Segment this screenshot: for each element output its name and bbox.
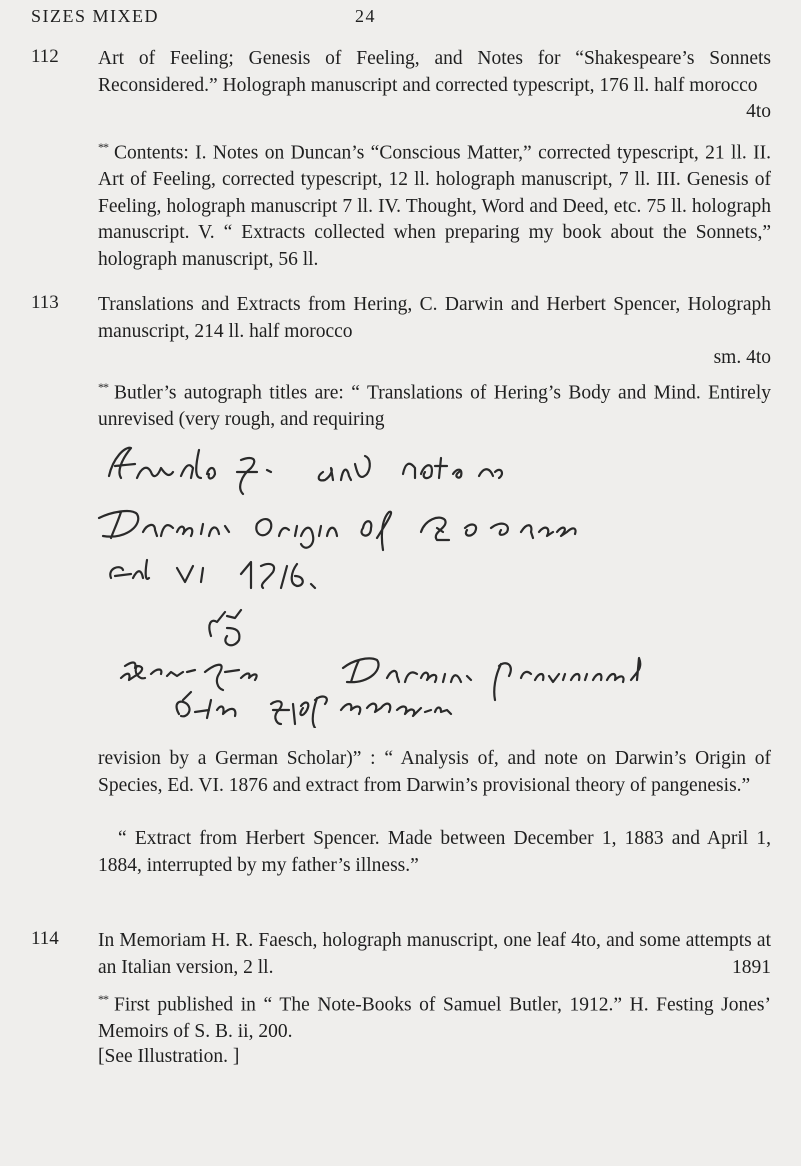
see-text: [See Illustration. ] <box>98 1046 240 1067</box>
lot-size: 4to <box>746 101 771 122</box>
lot-description <box>98 292 771 345</box>
asterisks: ** <box>98 380 108 394</box>
lot-description <box>98 46 771 126</box>
handwriting-facsimile <box>91 428 731 728</box>
note-continued-text: revision by a German Scholar)” : “ Analysis of, and note on Darwin’s Origin of Species, Ed. VI. 1876 and extract from Darwin’s provisional theory of pangenesis.” <box>98 748 771 796</box>
note-extract-text: “ Extract from Herbert Spencer. Made between December 1, 1883 and April 1, 1884, interrupted by my father’s illness.” <box>98 828 771 876</box>
lot-note <box>98 986 771 1046</box>
lot-year: 1891 <box>732 956 771 978</box>
lot-title: In Memoriam H. R. Faesch, holograph manuscript, one leaf 4to, and some attempts at an Italian version, 2 ll. <box>98 930 771 978</box>
lot-number: 114 <box>31 928 59 949</box>
page-header <box>31 6 771 36</box>
page-number: 24 <box>355 6 376 26</box>
see-illustration <box>98 1044 771 1071</box>
note-extract <box>98 826 771 879</box>
asterisks: ** <box>98 992 108 1006</box>
lot-number: 112 <box>31 46 59 67</box>
note-text: Contents: I. Notes on Duncan’s “Conscious Matter,” corrected typescript, 21 ll. II. Art of Feeling, corrected typescript, 12 ll. holograph manuscript, 7 ll. III. Genesis of Feeling, holograph manuscript 7 ll. IV. Thought, Word and Deed, etc. 75 ll. holograph manuscript. V. “ Extracts collected when preparing my book about the Sonnets,” holograph manuscript, 56 ll. <box>98 142 771 270</box>
lot-title: Translations and Extracts from Hering, C. Darwin and Herbert Spencer, Holograph manuscript, 214 ll. half morocco <box>98 294 771 342</box>
note-text: First published in “ The Note-Books of Samuel Butler, 1912.” H. Festing Jones’ Memoirs of S. B. ii, 200. <box>98 994 771 1042</box>
note-text: Butler’s autograph titles are: “ Translations of Hering’s Body and Mind. Entirely unrevised (very rough, and requiring <box>98 382 771 430</box>
lot-size-line <box>98 345 771 372</box>
note-continued <box>98 746 771 799</box>
lot-description <box>98 928 771 981</box>
section-title: SIZES MIXED <box>31 6 159 26</box>
lot-note <box>98 134 771 273</box>
lot-note <box>98 374 771 434</box>
asterisks: ** <box>98 140 108 154</box>
lot-size: sm. 4to <box>713 347 771 368</box>
lot-number: 113 <box>31 292 59 313</box>
lot-title: Art of Feeling; Genesis of Feeling, and Notes for “Shakespeare’s Sonnets Reconsidered.” Holograph manuscript and corrected typescript, 176 ll. half morocco <box>98 48 771 96</box>
